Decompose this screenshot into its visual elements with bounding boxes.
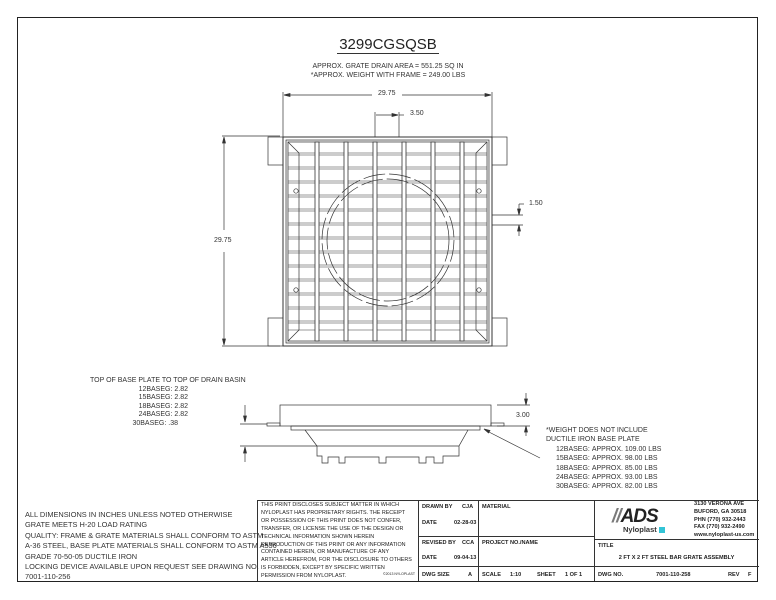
- note-line: GRADE 70-50-05 DUCTILE IRON: [25, 551, 138, 561]
- weight-row: 24BASEG: APPROX. 93.00 LBS: [556, 474, 658, 482]
- drawn-date-label: DATE: [422, 520, 437, 526]
- dim-overall-width: 29.75: [378, 90, 396, 97]
- sheet-label: SHEET: [537, 572, 556, 578]
- scale-label: SCALE: [482, 572, 501, 578]
- note-line: GRATE MEETS H-20 LOAD RATING: [25, 520, 148, 530]
- revised-date-value: 09-04-13: [454, 555, 477, 561]
- nyloplast-logo: Nyloplast: [623, 525, 665, 534]
- note-line: ALL DIMENSIONS IN INCHES UNLESS NOTED OTHERWISE: [25, 510, 233, 519]
- title-label: TITLE: [598, 543, 614, 549]
- basin-row: 24BASEG: 2.82: [138, 411, 188, 419]
- basin-row: 15BASEG: 2.82: [138, 394, 188, 402]
- ads-logo: //ADS: [612, 506, 658, 527]
- basin-row: 18BASEG: 2.82: [138, 402, 188, 410]
- dim-bar-spacing: 3.50: [410, 110, 424, 117]
- sheet-value: 1 OF 1: [565, 572, 583, 578]
- dwg-no-value: 7001-110-258: [656, 572, 691, 578]
- note-line: QUALITY: FRAME & GRATE MATERIALS SHALL CONFORM TO ASTM: [25, 530, 264, 540]
- rev-label: REV: [728, 572, 740, 578]
- weight-note: *APPROX. WEIGHT WITH FRAME = 249.00 LBS: [310, 72, 466, 79]
- basin-height-table: [90, 377, 246, 429]
- dwg-size-label: DWG SIZE: [422, 572, 450, 578]
- weight-row: 15BASEG: APPROX. 98.00 LBS: [556, 455, 658, 463]
- divider: [418, 566, 759, 567]
- dwg-no-label: DWG NO.: [598, 572, 624, 578]
- weight-row: 12BASEG: APPROX. 109.00 LBS: [556, 445, 662, 453]
- divider: [418, 536, 594, 537]
- dim-frame-depth: 3.00: [516, 412, 530, 419]
- basin-row: 12BASEG: 2.82: [138, 385, 188, 393]
- revised-by-value: CCA: [462, 540, 475, 546]
- basin-heading: TOP OF BASE PLATE TO TOP OF DRAIN BASIN: [90, 377, 246, 384]
- divider: [418, 500, 419, 581]
- drawn-by-label: DRAWN BY: [422, 504, 453, 510]
- general-notes: [25, 510, 277, 583]
- rev-value: F: [748, 572, 752, 578]
- note-line: 7001-110-256: [25, 572, 71, 582]
- part-number: 3299CGSQSB: [339, 36, 437, 53]
- weight-row: 30BASEG: APPROX. 82.00 LBS: [556, 483, 658, 491]
- drawing-title: 2 FT X 2 FT STEEL BAR GRATE ASSEMBLY: [618, 555, 735, 561]
- weight-note-line: DUCTILE IRON BASE PLATE: [546, 436, 640, 444]
- revised-by-label: REVISED BY: [422, 540, 456, 546]
- project-label: PROJECT NO./NAME: [482, 540, 538, 546]
- nyloplast-mark-icon: [659, 527, 665, 533]
- note-line: LOCKING DEVICE AVAILABLE UPON REQUEST SEE DRAWING NO.: [25, 562, 259, 572]
- drawn-by-value: CJA: [462, 504, 474, 510]
- divider: [478, 500, 479, 581]
- basin-row: 30BASEG: .38: [132, 419, 178, 427]
- dwg-size-value: A: [468, 572, 473, 578]
- drawn-date-value: 02-28-03: [454, 520, 477, 526]
- copyright: ©2013 NYLOPLAST: [383, 572, 415, 577]
- dim-cross-bar-spacing: 1.50: [529, 200, 543, 207]
- weight-row: 18BASEG: APPROX. 85.00 LBS: [556, 464, 658, 472]
- material-label: MATERIAL: [482, 504, 511, 510]
- base-plate-weight-table: [546, 426, 661, 492]
- scale-value: 1:10: [510, 572, 522, 578]
- drain-area-note: APPROX. GRATE DRAIN AREA = 551.25 SQ IN: [312, 63, 464, 70]
- proprietary-disclaimer: THIS PRINT DISCLOSES SUBJECT MATTER IN WHICH NYLOPLAST HAS PROPRIETARY RIGHTS. THE RECEIPT OR POSSESSION OF THIS PRINT DOES NOT CONFER, TRANSFER, OR LICENSE THE USE OF THE DESIGN OR TECHNICAL INFORMATION SHOWN HEREIN REPRODUCTION OF THIS PRINT OR ANY INFORMATION CONTAINED HEREIN, OR MANUFACTURE OF ANY ARTICLE HEREFROM, FOR THE DISCLOSURE TO OTHERS IS FORBIDDEN, EXCEPT BY SPECIFIC WRITTEN PERMISSION FROM NYLOPLAST. ©2013 NYLOPLAST: [257, 500, 418, 581]
- note-line: A-36 STEEL, BASE PLATE MATERIALS SHALL CONFORM TO ASTM A536: [25, 541, 277, 551]
- dim-overall-height: 29.75: [214, 237, 232, 244]
- company-address: 3130 VERONA AVE BUFORD, GA 30518 PHN (770) 932-2443 FAX (770) 932-2490 www.nyloplast-us.com: [694, 501, 755, 539]
- divider: [594, 500, 595, 581]
- revised-date-label: DATE: [422, 555, 437, 561]
- weight-note-line: *WEIGHT DOES NOT INCLUDE: [546, 427, 648, 434]
